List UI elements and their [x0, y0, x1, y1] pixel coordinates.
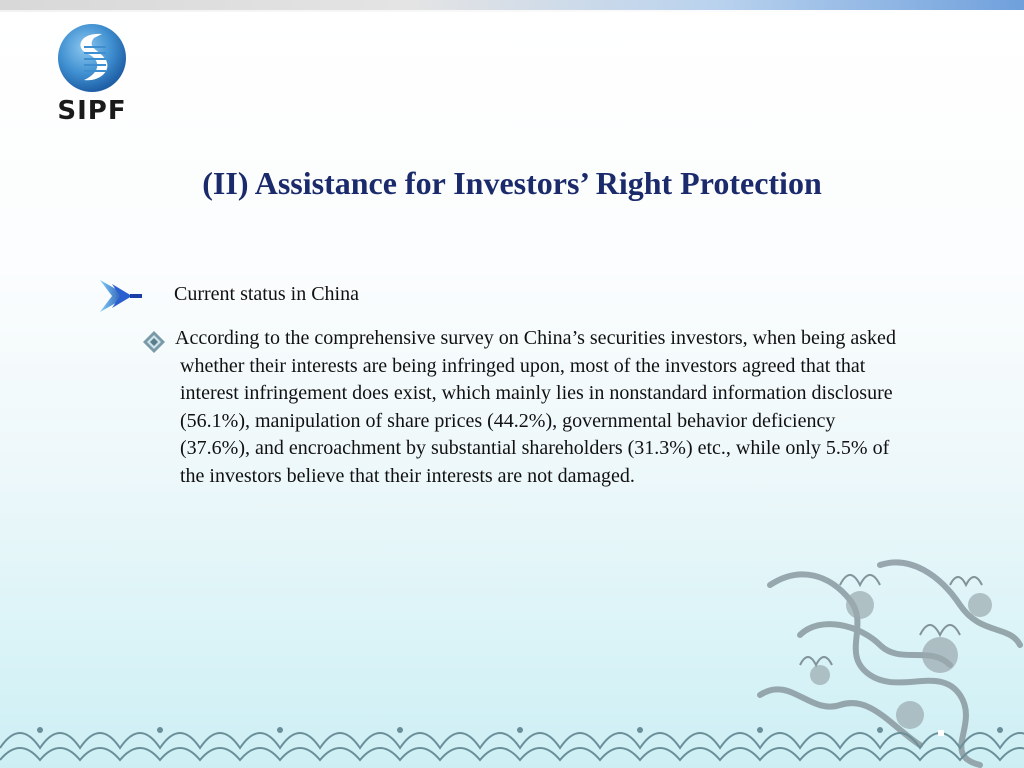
arrow-bullet-icon [98, 278, 144, 314]
diamond-bullet-icon [142, 330, 166, 354]
sipf-logo-icon [50, 22, 134, 96]
sipf-logo [50, 22, 134, 126]
section-heading: Current status in China [174, 283, 359, 305]
slide-marker [938, 730, 944, 736]
wave-decoration [0, 708, 1024, 768]
logo-text: SIPF [57, 96, 127, 126]
top-gradient-bar [0, 0, 1024, 10]
slide-title: (II) Assistance for Investors’ Right Protection [202, 165, 822, 201]
survey-paragraph: According to the comprehensive survey on China’s securities investors, when being asked whether their interests are being infringed upon, most of the investors agreed that that interest infringement does exist, which mainly lies in nonstandard information disclosure (56.1%), manipulation of share prices (44.2%), governmental behavior deficiency (37.6%), and encroachment by substantial shareholders (31.3%) etc., while only 5.5% of the investors believe that their interests are not damaged. [175, 327, 896, 487]
